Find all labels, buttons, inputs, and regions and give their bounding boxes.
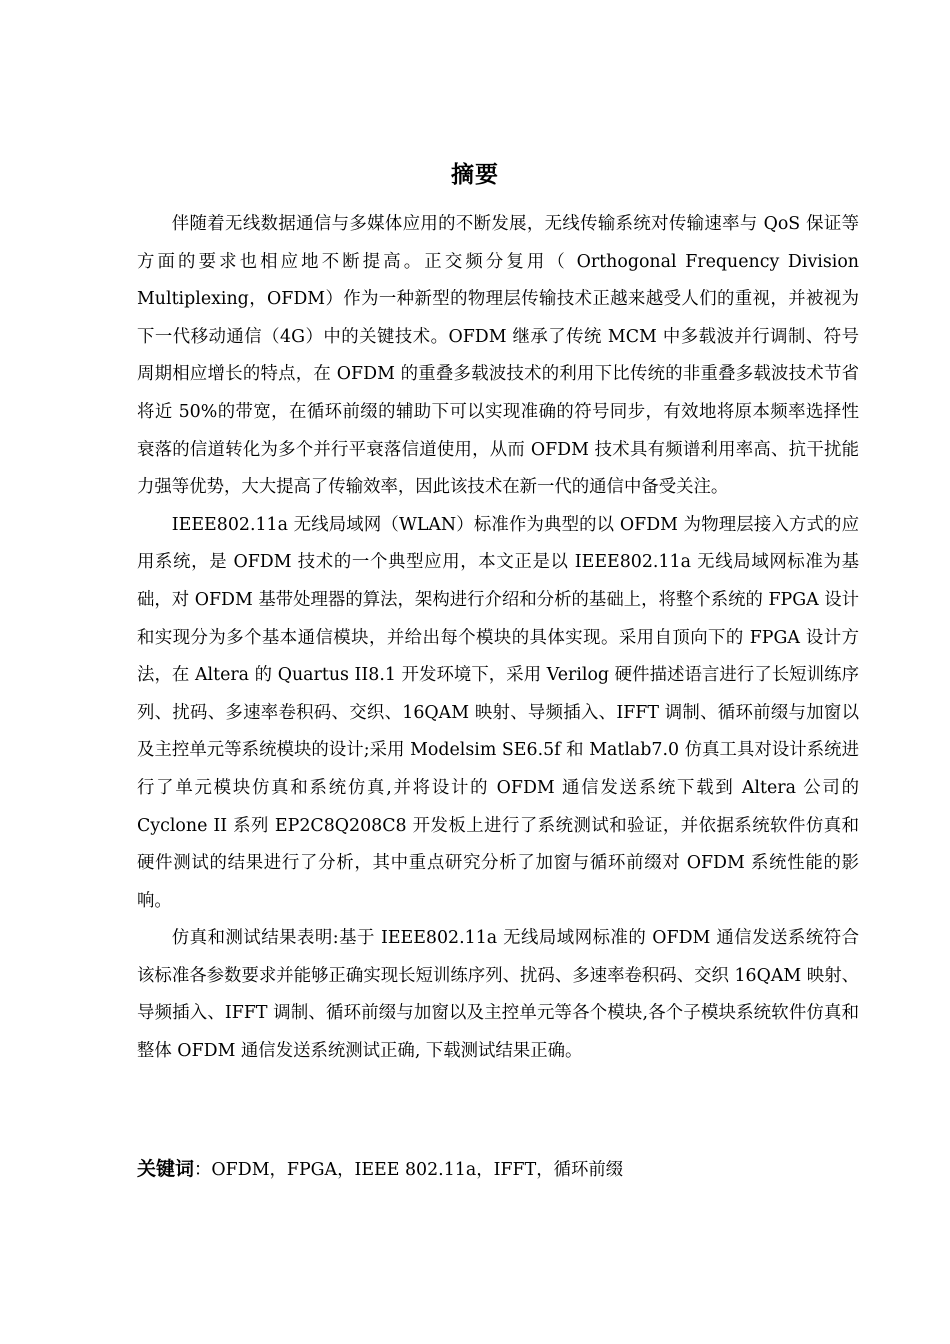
abstract-paragraph-1: 伴随着无线数据通信与多媒体应用的不断发展，无线传输系统对传输速率与 QoS 保证等方面的要求也相应地不断提高。正交频分复用（ Orthogonal Frequency Division Multiplexing，OFDM）作为一种新型的物理层传输技术正越来越受人们的重视，并被视为下一代移动通信（4G）中的关键技术。OFDM 继承了传统 MCM 中多载波并行调制、符号周期相应增长的特点，在 OFDM 的重叠多载波技术的利用下比传统的非重叠多载波技术节省将近 50%的带宽，在循环前缀的辅助下可以实现准确的符号同步，有效地将原本频率选择性衰落的信道转化为多个并行平衰落信道使用，从而 OFDM 技术具有频谱利用率高、抗干扰能力强等优势，大大提高了传输效率，因此该技术在新一代的通信中备受关注。 (137, 214, 859, 498)
abstract-body (137, 206, 859, 1071)
abstract-paragraph-2: IEEE802.11a 无线局域网（WLAN）标准作为典型的以 OFDM 为物理层接入方式的应用系统，是 OFDM 技术的一个典型应用，本文正是以 IEEE802.11a 无线局域网标准为基础，对 OFDM 基带处理器的算法，架构进行介绍和分析的基础上，将整个系统的 FPGA 设计和实现分为多个基本通信模块，并给出每个模块的具体实现。采用自顶向下的 FPGA 设计方法，在 Altera 的 Quartus II8.1 开发环境下，采用 Verilog 硬件描述语言进行了长短训练序列、扰码、多速率卷积码、交织、16QAM 映射、导频插入、IFFT 调制、循环前缀与加窗以及主控单元等系统模块的设计;采用 Modelsim SE6.5f 和 Matlab7.0 仿真工具对设计系统进行了单元模块仿真和系统仿真,并将设计的 OFDM 通信发送系统下载到 Altera 公司的 Cyclone II 系列 EP2C8Q208C8 开发板上进行了系统测试和验证，并依据系统软件仿真和硬件测试的结果进行了分析，其中重点研究分析了加窗与循环前缀对 OFDM 系统性能的影响。 (137, 514, 859, 911)
keywords-text: OFDM，FPGA，IEEE 802.11a，IFFT，循环前缀 (211, 1160, 624, 1180)
page-title: 摘要 (451, 162, 499, 188)
keywords-line (137, 1152, 859, 1187)
abstract-paragraph-3: 仿真和测试结果表明:基于 IEEE802.11a 无线局域网标准的 OFDM 通信发送系统符合该标准各参数要求并能够正确实现长短训练序列、扰码、多速率卷积码、交织 16QAM 映射、导频插入、IFFT 调制、循环前缀与加窗以及主控单元等各个模块,各个子模块系统软件仿真和整体 OFDM 通信发送系统测试正确, 下载测试结果正确。 (137, 928, 859, 1062)
keywords-separator: ： (194, 1160, 212, 1180)
keywords-label: 关键词 (137, 1158, 195, 1180)
